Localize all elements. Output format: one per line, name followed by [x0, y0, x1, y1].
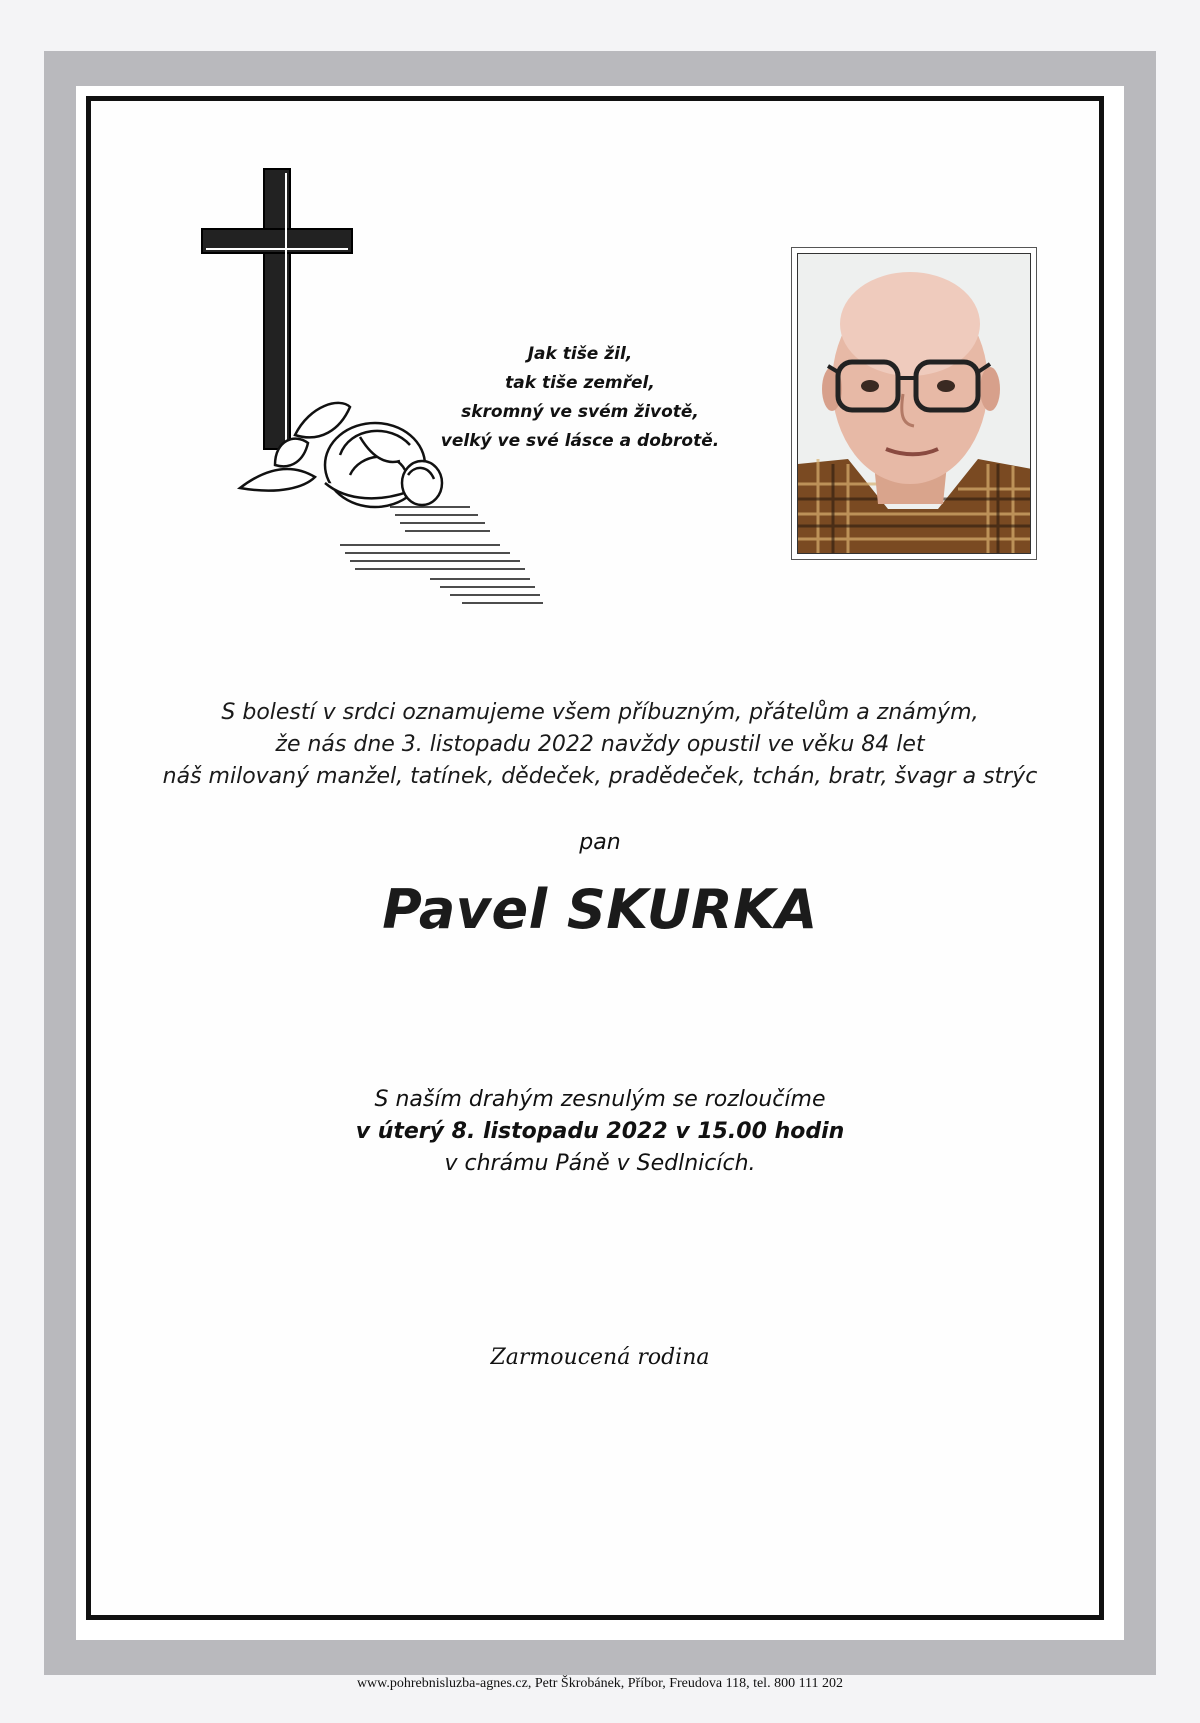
poem-line: velký ve své lásce a dobrotě.	[440, 431, 720, 451]
ceremony-location: v chrámu Páně v Sedlnicích.	[444, 1151, 756, 1176]
signature: Zarmoucená rodina	[490, 1345, 710, 1370]
poem-line: skromný ve svém životě,	[461, 402, 699, 422]
announcement-line: S bolestí v srdci oznamujeme všem příbuzným, přátelům a známým,	[221, 700, 979, 725]
deceased-name: Pavel SKURKA	[382, 878, 818, 941]
poem-line: Jak tiše žil,	[527, 344, 633, 364]
ceremony-line: S naším drahým zesnulým se rozloučíme	[374, 1087, 826, 1112]
announcement-line: náš milovaný manžel, tatínek, dědeček, pradědeček, tchán, bratr, švagr a strýc	[162, 764, 1038, 789]
memorial-poem	[440, 340, 720, 456]
funeral-details	[0, 1084, 1200, 1180]
announcement-text	[0, 697, 1200, 793]
name-prefix: pan	[579, 830, 621, 855]
poem-line: tak tiše zemřel,	[505, 373, 655, 393]
portrait-photo	[797, 253, 1031, 554]
announcement-line: že nás dne 3. listopadu 2022 navždy opustil ve věku 84 let	[275, 732, 925, 757]
ceremony-datetime: v úterý 8. listopadu 2022 v 15.00 hodin	[355, 1119, 845, 1144]
footer-contact: www.pohrebnisluzba-agnes.cz, Petr Škrobánek, Příbor, Freudova 118, tel. 800 111 202	[356, 1676, 844, 1691]
